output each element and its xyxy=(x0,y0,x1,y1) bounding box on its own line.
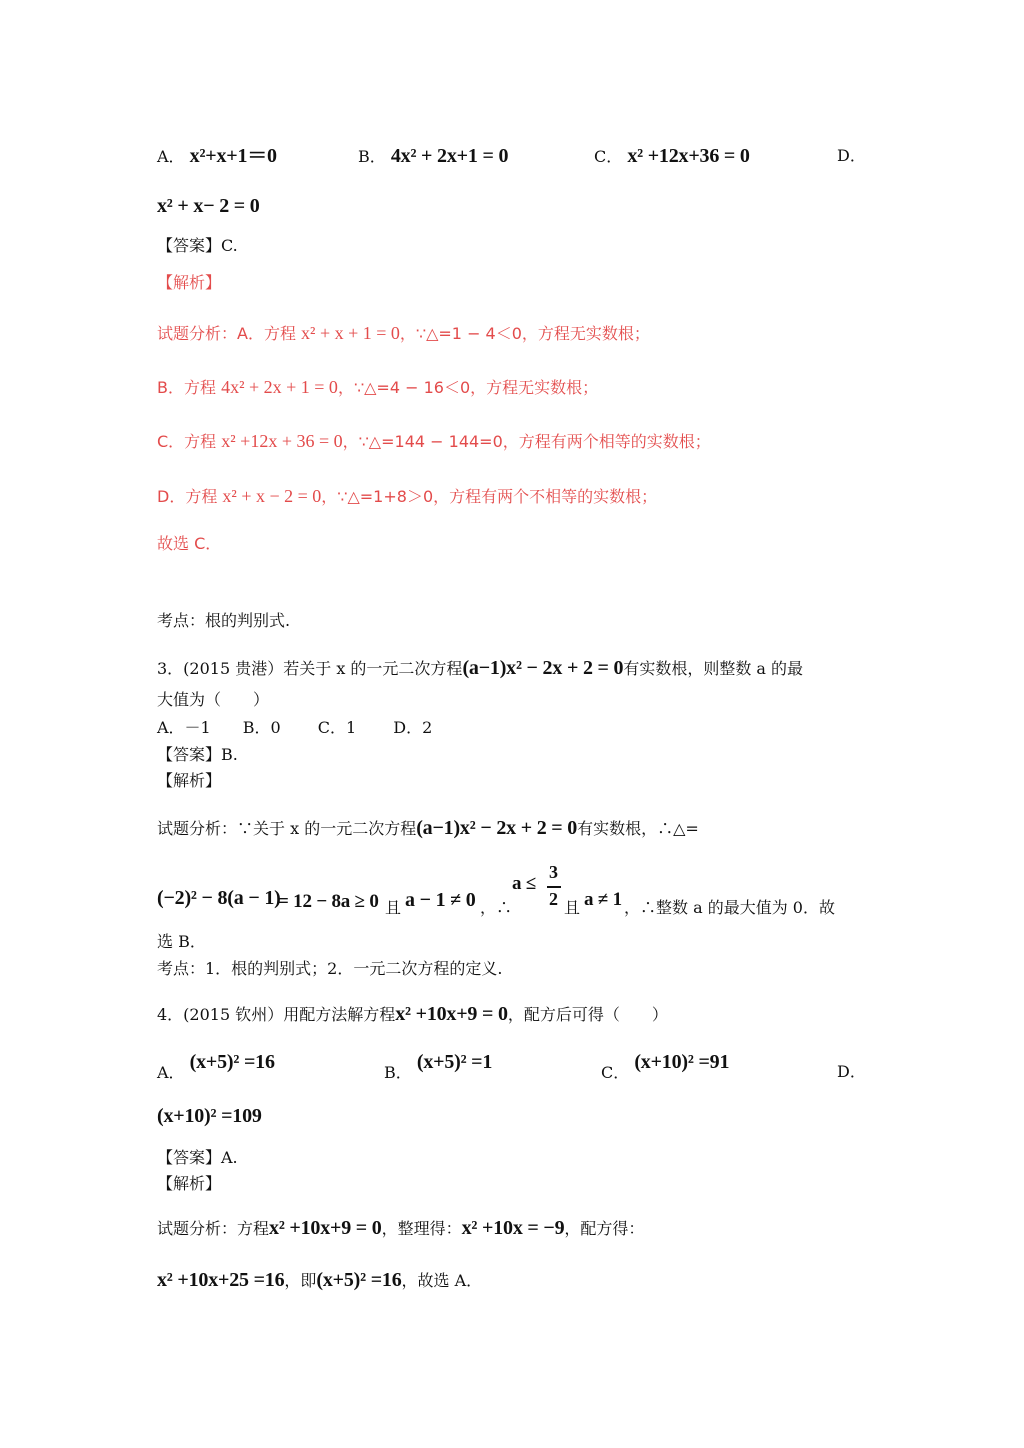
q3-calc-and: 且 xyxy=(385,898,402,917)
analysis-text: 有实数根，∴△= xyxy=(577,819,699,838)
analysis-text: 试题分析：A．方程 xyxy=(157,324,302,343)
analysis-text: 试题分析：方程 xyxy=(157,1219,270,1238)
q3-calc-conclusion: ，∴整数 a 的最大值为 0．故 xyxy=(624,898,835,917)
stem-text: ，配方后可得（ ） xyxy=(507,1005,668,1024)
analysis-text: ，∵△=4 − 16＜0，方程无实数根； xyxy=(337,378,599,397)
analysis-text: B．方程 xyxy=(157,378,222,397)
analysis-equation: x² +10x = −9 xyxy=(461,1217,565,1239)
q3-calc-not-one: a ≠ 1 xyxy=(584,889,622,910)
option-label: A． xyxy=(157,1063,185,1082)
stem-equation: x² +10x+9 = 0 xyxy=(395,1003,508,1025)
q4-option-a xyxy=(157,1051,275,1082)
q4-analysis-label: 【解析】 xyxy=(157,1174,222,1193)
q2-kaodian: 考点：根的判别式. xyxy=(157,611,291,630)
analysis-text: ，即 xyxy=(284,1271,317,1290)
q4-option-d-label: D． xyxy=(837,1062,866,1081)
analysis-equation: (x+5)² =16 xyxy=(316,1269,402,1291)
q3-calc-line2: 选 B． xyxy=(157,932,206,951)
analysis-equation: (a−1)x² − 2x + 2 = 0 xyxy=(416,817,578,839)
option-equation: (x+5)² =16 xyxy=(189,1051,275,1073)
q2-analysis-line-a xyxy=(157,323,650,344)
analysis-text: ，∵△=144 − 144=0，方程有两个相等的实数根； xyxy=(342,432,711,451)
q3-calc-nonzero: a − 1 ≠ 0 xyxy=(405,889,476,911)
analysis-text: ，∵△=1 − 4＜0，方程无实数根； xyxy=(399,324,650,343)
q3-kaodian: 考点：1．根的判别式；2．一元二次方程的定义. xyxy=(157,959,503,978)
q2-conclusion: 故选 C． xyxy=(157,534,222,553)
q2-answer: 【答案】C. xyxy=(157,236,238,255)
fraction-denominator: 2 xyxy=(549,889,558,909)
analysis-equation: 4x² + 2x + 1 = 0 xyxy=(221,377,338,397)
fraction-numerator: 3 xyxy=(549,862,558,882)
q2-analysis-label: 【解析】 xyxy=(157,273,222,292)
q3-calc-and-2: 且 xyxy=(564,898,581,917)
q2-option-c xyxy=(594,146,750,167)
analysis-text: ，故选 A． xyxy=(401,1271,483,1290)
analysis-text: D．方程 xyxy=(157,487,223,506)
q3-calc-a-le: a ≤ xyxy=(512,873,537,894)
option-equation: 4x² + 2x+1 = 0 xyxy=(390,145,509,167)
stem-equation: (a−1)x² − 2x + 2 = 0 xyxy=(462,657,624,679)
q3-analysis-line1 xyxy=(157,818,699,839)
q3-answer: 【答案】B. xyxy=(157,745,238,764)
q2-option-d-equation: x² + x− 2 = 0 xyxy=(157,195,260,217)
analysis-equation: x² +10x+25 =16 xyxy=(157,1269,285,1291)
analysis-equation: x² + x + 1 = 0 xyxy=(301,323,400,343)
analysis-equation: x² +10x+9 = 0 xyxy=(269,1217,382,1239)
option-label: B． xyxy=(358,147,386,166)
option-equation: (x+10)² =91 xyxy=(634,1051,730,1073)
q4-option-d-equation: (x+10)² =109 xyxy=(157,1105,262,1127)
stem-text: 4．(2015 钦州）用配方法解方程 xyxy=(157,1005,396,1024)
q2-analysis-line-b xyxy=(157,377,598,398)
stem-text: 有实数根，则整数 a 的最 xyxy=(623,659,804,678)
q3-analysis-label: 【解析】 xyxy=(157,771,222,790)
option-equation: x²+x+1＝0 xyxy=(189,145,277,167)
analysis-text: C．方程 xyxy=(157,432,222,451)
q2-analysis-line-c xyxy=(157,431,711,452)
option-label: C． xyxy=(594,147,623,166)
q3-calc-discriminant: (−2)² − 8(a − 1) xyxy=(157,887,281,909)
q4-stem xyxy=(157,1004,668,1025)
q4-option-c xyxy=(601,1051,730,1082)
q4-analysis-line2 xyxy=(157,1270,482,1291)
q2-analysis-line-d xyxy=(157,486,657,507)
q3-options: A．－1 B．0 C．1 D．2 xyxy=(157,718,433,737)
q3-stem-line2: 大值为（ ） xyxy=(157,690,270,709)
q3-calc-therefore: ，∴ xyxy=(480,898,513,917)
stem-text: 3．(2015 贵港）若关于 x 的一元二次方程 xyxy=(157,659,463,678)
q2-option-a xyxy=(157,146,277,167)
analysis-text: ，整理得： xyxy=(381,1219,462,1238)
q4-option-b xyxy=(384,1051,493,1082)
q4-answer: 【答案】A. xyxy=(157,1148,238,1167)
analysis-text: ，∵△=1+8＞0，方程有两个不相等的实数根； xyxy=(321,487,658,506)
q3-stem xyxy=(157,658,803,679)
option-label: B． xyxy=(384,1063,412,1082)
analysis-text: 试题分析：∵关于 x 的一元二次方程 xyxy=(157,819,417,838)
option-equation: (x+5)² =1 xyxy=(416,1051,493,1073)
q4-analysis-line1 xyxy=(157,1218,644,1239)
option-label: A． xyxy=(157,147,185,166)
analysis-equation: x² +12x + 36 = 0 xyxy=(221,431,343,451)
fraction-bar xyxy=(547,886,561,888)
q3-calc-simplified: = 12 − 8a ≥ 0 xyxy=(278,891,379,912)
analysis-equation: x² + x − 2 = 0 xyxy=(222,486,322,506)
analysis-text: ，配方得： xyxy=(564,1219,645,1238)
option-label: C． xyxy=(601,1063,630,1082)
q2-option-b xyxy=(358,146,508,167)
option-equation: x² +12x+36 = 0 xyxy=(627,145,750,167)
q2-option-d-label: D． xyxy=(837,146,866,165)
